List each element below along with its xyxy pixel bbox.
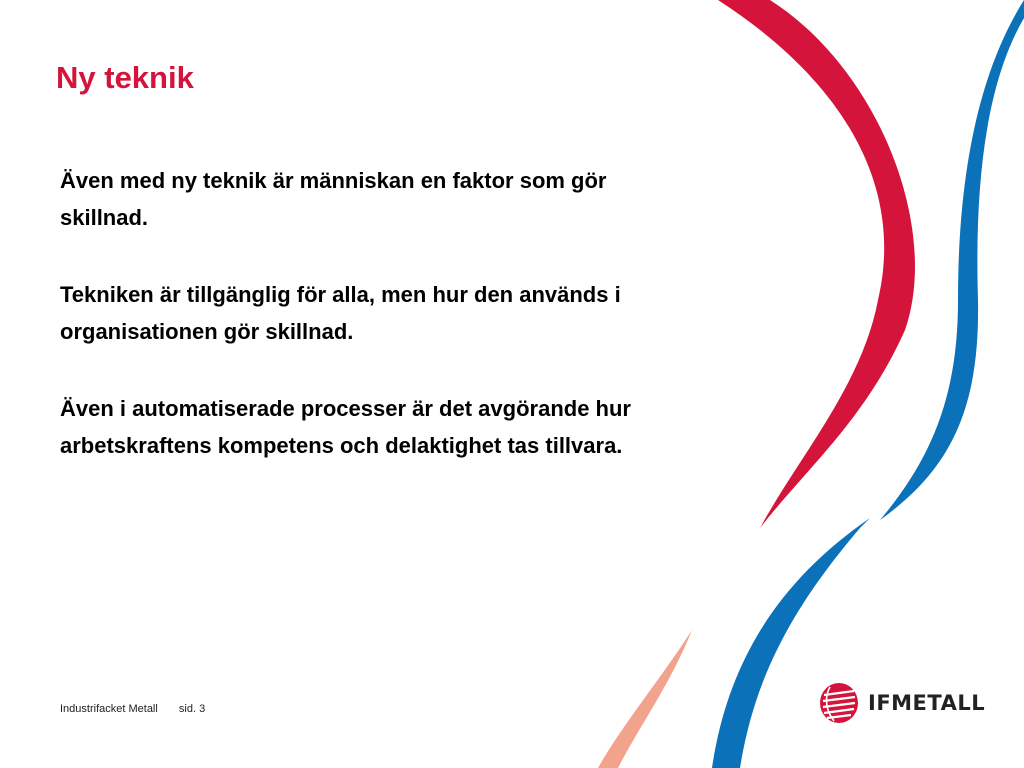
red-swoosh [718,0,915,528]
paragraph-2: Tekniken är tillgänglig för alla, men hur den används i organisationen gör skillnad. [60,282,621,344]
salmon-swoosh [598,630,692,768]
blue-swoosh-lower [712,518,870,768]
slide-body [60,162,700,504]
slide-title: Ny teknik [56,60,194,95]
paragraph-3: Även i automatiserade processer är det avgörande hur arbetskraftens kompetens och delaktighet tas tillvara. [60,396,631,458]
page-number: sid. 3 [178,703,206,715]
if-metall-logo [818,680,985,726]
paragraph-1: Även med ny teknik är människan en faktor som gör skillnad. [60,168,607,230]
logo-text: IFMETALL [868,691,986,715]
footer [60,703,205,715]
if-metall-emblem-icon [818,681,860,725]
footer-organization: Industrifacket Metall [60,703,158,715]
